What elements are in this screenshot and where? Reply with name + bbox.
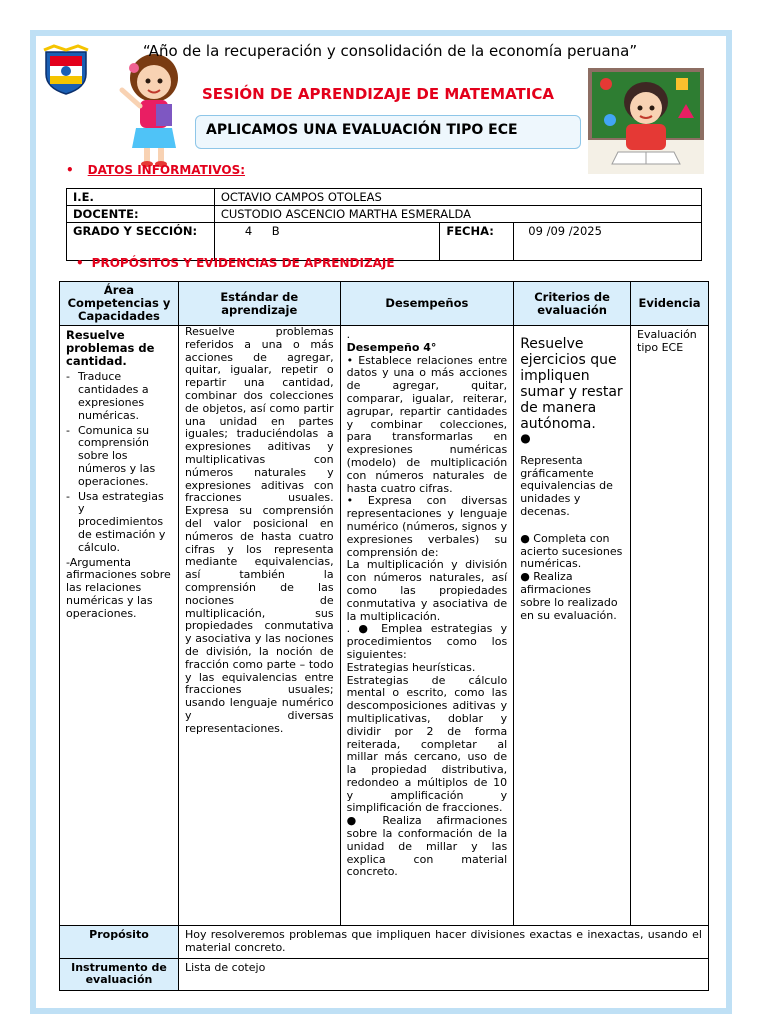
- capacidad-argumenta: -Argumenta afirmaciones sobre las relaciones numéricas y las operaciones.: [66, 555, 171, 620]
- cell-desempenos: [340, 326, 514, 926]
- grado-label: GRADO Y SECCIÓN:: [67, 223, 215, 261]
- bullet-icon: •: [76, 256, 84, 270]
- desempeno-item: Estrategias heurísticas.: [346, 660, 476, 674]
- fecha-label: FECHA:: [440, 223, 514, 261]
- section-datos-label: DATOS INFORMATIVOS:: [87, 163, 246, 177]
- desempeno-item: La multiplicación y división con números naturales, así como las propiedades conmutativa y asociativa de la multiplicación.: [346, 558, 508, 623]
- list-item: - Traduce cantidades a expresiones numéricas.: [66, 371, 172, 422]
- section-datos-informativos: [66, 163, 245, 177]
- school-crest-icon: [40, 44, 92, 96]
- desempeno-item: • Establece relaciones entre datos y una o más acciones de agregar, quitar, comparar, igualar, reiterar, agrupar, repartir cantidades y combinar colecciones, para transformarlas en expresiones numéricas (modelo) de multiplicación con números naturales de hasta cuatro cifras.: [346, 353, 508, 495]
- row-proposito: [60, 926, 709, 959]
- desempeno-item: ● Realiza afirmaciones sobre la conformación de la unidad de millar y las explica con material concreto.: [346, 814, 508, 879]
- girl-student-icon: [118, 50, 190, 168]
- ie-value: OCTAVIO CAMPOS OTOLEAS: [214, 189, 701, 206]
- learning-table: [59, 281, 709, 991]
- desempeno-item: Estrategias de cálculo mental o escrito, como las descomposiciones aditivas y multiplicativas, doblar y dividir por 2 de forma reiterada, completar al millar más cercano, uso de la propiedad distributiva, redondeo a múltiplos de 10 y amplificación y simplificación de fracciones.: [346, 673, 508, 815]
- desempeno-dot: .: [346, 328, 351, 341]
- header-competencias: Área Competencias y Capacidades: [60, 282, 179, 326]
- desempeno-item: . ● Emplea estrategias y procedimientos como los siguientes:: [346, 622, 508, 661]
- competencia-title: Resuelve problemas de cantidad.: [66, 328, 155, 368]
- info-row-grado: [67, 223, 702, 261]
- criterio-item: ● Completa con acierto sucesiones numéricas.: [520, 531, 623, 571]
- proposito-value: Hoy resolveremos problemas que impliquen hacer divisiones exactas e inexactas, usando el material concreto.: [178, 926, 708, 959]
- desempeno-title: Desempeño 4°: [346, 340, 437, 354]
- ie-label: I.E.: [67, 189, 215, 206]
- header-desempenos: Desempeños: [340, 282, 514, 326]
- desempeno-item: • Expresa con diversas representaciones y lenguaje numérico (números, signos y expresiones verbales) su comprensión de:: [346, 494, 508, 559]
- list-item: - Comunica su comprensión sobre los números y las operaciones.: [66, 425, 172, 489]
- info-row-docente: [67, 206, 702, 223]
- boy-student-icon: [588, 68, 704, 174]
- header-evidencia: Evidencia: [631, 282, 709, 326]
- proposito-label: Propósito: [60, 926, 179, 959]
- header-estandar: Estándar de aprendizaje: [178, 282, 340, 326]
- criterio-item: Resuelve ejercicios que impliquen sumar y restar de manera autónoma.: [520, 336, 623, 432]
- session-subtitle: APLICAMOS UNA EVALUACIÓN TIPO ECE: [206, 122, 518, 138]
- cell-evidencia: Evaluación tipo ECE: [631, 326, 709, 926]
- list-item: - Usa estrategias y procedimientos de estimación y cálculo.: [66, 491, 172, 555]
- session-title: SESIÓN DE APRENDIZAJE DE MATEMATICA: [202, 85, 554, 103]
- cell-estandar: Resuelve problemas referidos a una o más acciones de agregar, quitar, igualar, repetir o repartir una cantidad, combinar dos colecciones de objetos, así como partir una unidad en partes iguales; traduciéndolas a expresiones aditivas y multiplicativas con números naturales y expresiones aditivas con fracciones usuales. Expresa su comprensión del valor posicional en números de hasta cuatro cifras y los representa mediante equivalencias, así también la comprensión de las nociones de multiplicación, sus propiedades conmutativa y asociativa y las nociones de división, la noción de fracción como parte – todo y las equivalencias entre fracciones usuales; usando lenguaje numérico y diversas representaciones.: [178, 326, 340, 926]
- info-row-ie: [67, 189, 702, 206]
- year-quote: “Año de la recuperación y consolidación de la economía peruana”: [142, 42, 638, 60]
- bullet-icon: •: [66, 163, 74, 177]
- criterio-bullet: ●: [520, 431, 531, 445]
- capacidades-list: [66, 371, 172, 554]
- criterio-item: ● Realiza afirmaciones sobre lo realizado en su evaluación.: [520, 570, 618, 622]
- header-criterios: Criterios de evaluación: [514, 282, 631, 326]
- row-instrumento: [60, 958, 709, 991]
- table-content-row: [60, 326, 709, 926]
- instrumento-label: Instrumento de evaluación: [60, 958, 179, 991]
- cell-competencias: [60, 326, 179, 926]
- criterio-item: Representa gráficamente equivalencias de unidades y decenas.: [520, 453, 613, 518]
- table-header-row: [60, 282, 709, 326]
- docente-label: DOCENTE:: [67, 206, 215, 223]
- section-propositos-label: PROPÓSITOS Y EVIDENCIAS DE APRENDIZAJE: [91, 256, 395, 270]
- cell-criterios: [514, 326, 631, 926]
- docente-value: CUSTODIO ASCENCIO MARTHA ESMERALDA: [214, 206, 701, 223]
- fecha-value: 09 /09 /2025: [514, 223, 702, 261]
- instrumento-value: Lista de cotejo: [178, 958, 708, 991]
- section-propositos: [76, 256, 395, 270]
- info-table: [66, 188, 702, 261]
- subtitle-box: [195, 115, 581, 149]
- grado-value: 4 B: [214, 223, 440, 261]
